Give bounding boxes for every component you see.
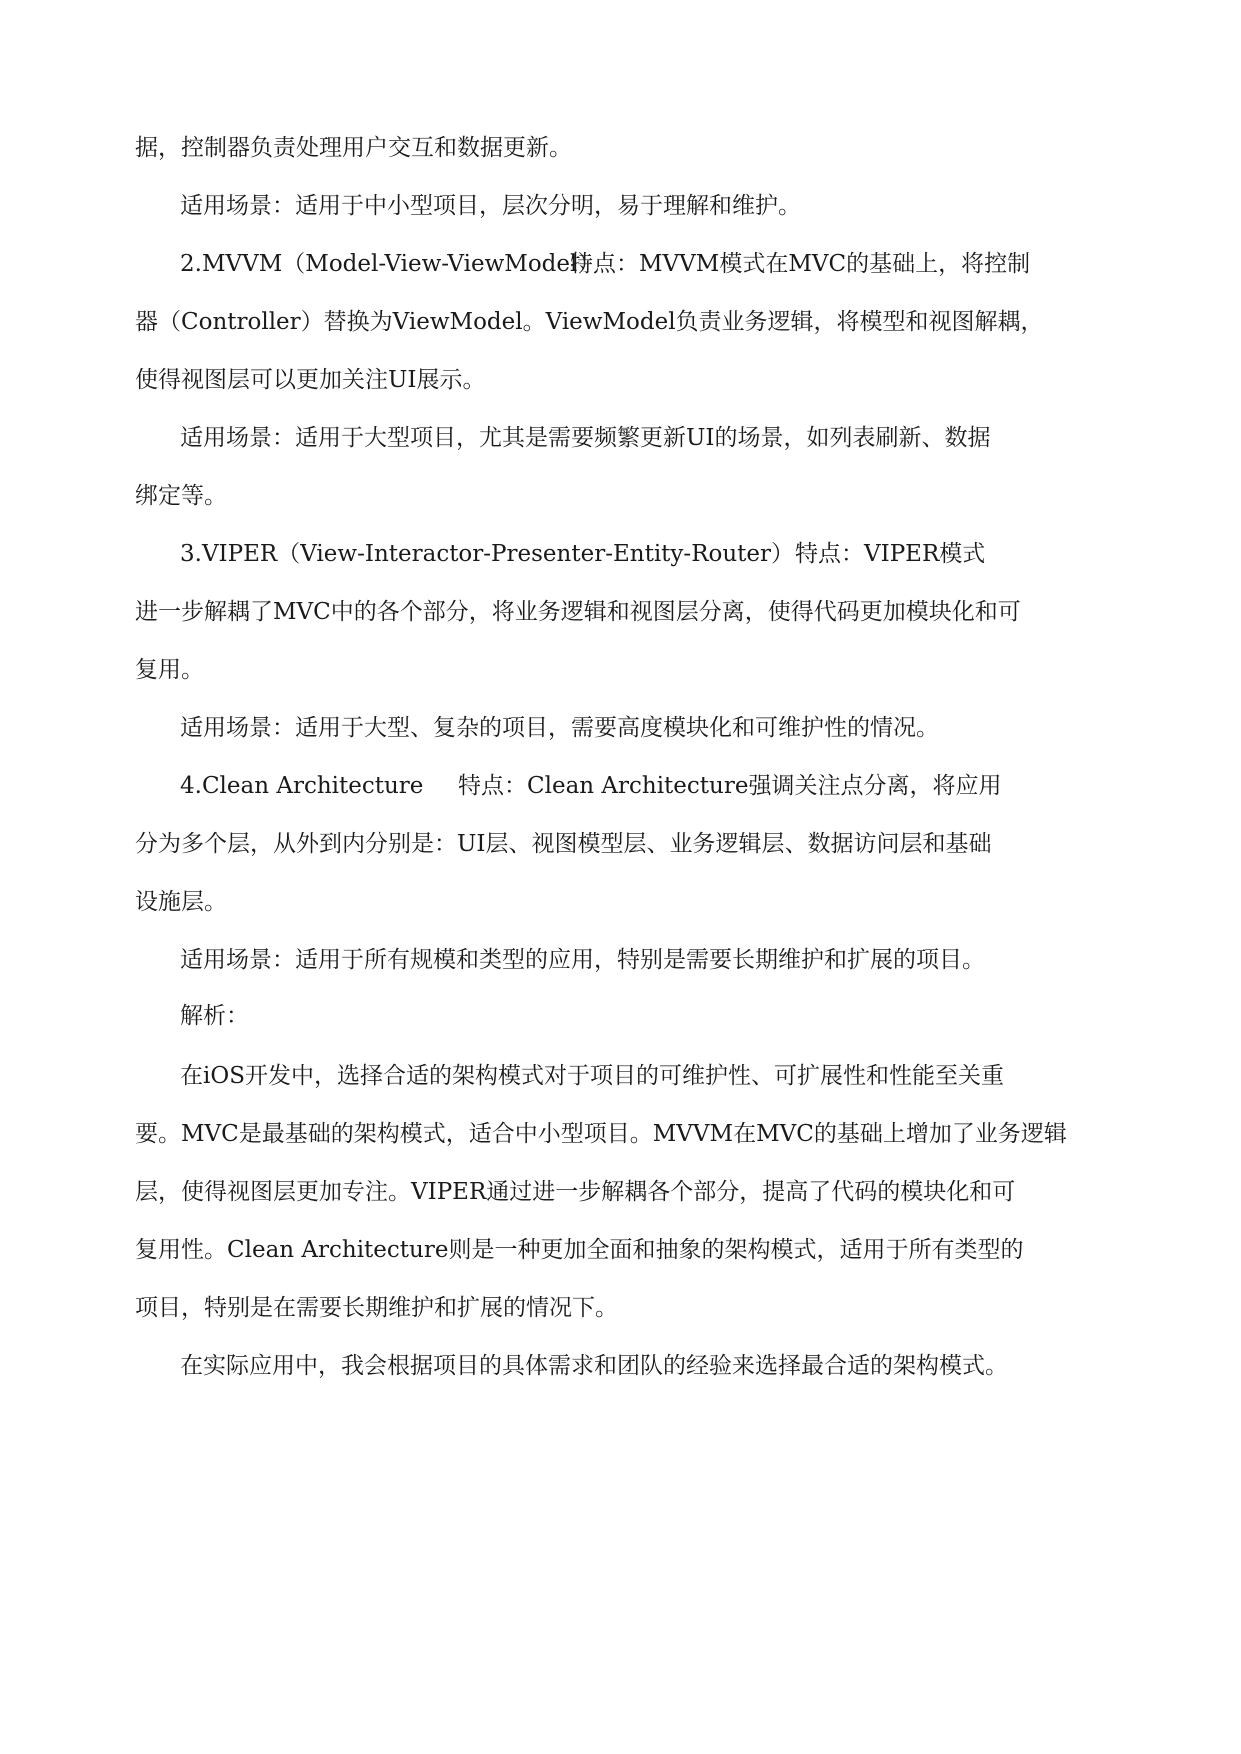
- text-run: 在实际应用中，我会根据项目的具体需求和团队的经验来选择最合适的架构模式。: [180, 1353, 1008, 1379]
- paragraph-line: [0, 1346, 1241, 1386]
- paragraph-line: [0, 186, 1241, 226]
- section-heading-line: [0, 244, 1241, 284]
- text-run: 特点：VIPER模式: [795, 541, 986, 567]
- analysis-heading-line: [0, 996, 1241, 1036]
- paragraph-line: [0, 708, 1241, 748]
- paragraph-line: [0, 128, 1241, 168]
- paragraph-line: [0, 418, 1241, 458]
- text-run: 要。MVC是最基础的架构模式，适合中小型项目。MVVM在MVC的基础上增加了业务逻辑: [135, 1121, 1067, 1147]
- paragraph-line: [0, 360, 1241, 400]
- text-run: 进一步解耦了MVC中的各个部分，将业务逻辑和视图层分离，使得代码更加模块化和可: [135, 599, 1021, 625]
- section-title-clean-architecture: 4.Clean Architecture: [180, 773, 424, 799]
- paragraph-line: [0, 1288, 1241, 1328]
- paragraph-line: [0, 592, 1241, 632]
- paragraph-line: [0, 1114, 1241, 1154]
- section-heading-line: [0, 766, 1241, 806]
- text-run: 适用场景：适用于大型项目，尤其是需要频繁更新UI的场景，如列表刷新、数据: [180, 425, 991, 451]
- paragraph-line: [0, 1056, 1241, 1096]
- paragraph-line: [0, 1172, 1241, 1212]
- paragraph-line: [0, 650, 1241, 690]
- section-title-viper: 3.VIPER（View-Interactor-Presenter-Entity-Router）: [180, 541, 795, 567]
- paragraph-line: [0, 940, 1241, 980]
- text-run: 项目，特别是在需要长期维护和扩展的情况下。: [135, 1295, 618, 1321]
- analysis-heading: 解析：: [180, 1003, 249, 1029]
- text-run: 使得视图层可以更加关注UI展示。: [135, 367, 486, 393]
- text-run: 适用场景：适用于中小型项目，层次分明，易于理解和维护。: [180, 193, 801, 219]
- paragraph-line: [0, 476, 1241, 516]
- text-run: 设施层。: [135, 889, 227, 915]
- text-run: 器（Controller）替换为ViewModel。ViewModel负责业务逻辑，将模型和视图解耦，: [135, 309, 1044, 335]
- paragraph-line: [0, 1230, 1241, 1270]
- text-run: 绑定等。: [135, 483, 227, 509]
- text-run: 在iOS开发中，选择合适的架构模式对于项目的可维护性、可扩展性和性能至关重: [180, 1063, 1004, 1089]
- text-run: 适用场景：适用于大型、复杂的项目，需要高度模块化和可维护性的情况。: [180, 715, 939, 741]
- text-run: 层，使得视图层更加专注。VIPER通过进一步解耦各个部分，提高了代码的模块化和可: [135, 1179, 1016, 1205]
- text-run: 据，控制器负责处理用户交互和数据更新。: [135, 135, 572, 161]
- text-run: 适用场景：适用于所有规模和类型的应用，特别是需要长期维护和扩展的项目。: [180, 947, 985, 973]
- text-run: 特点：Clean Architecture强调关注点分离，将应用: [458, 773, 1002, 799]
- text-run: 特点：MVVM模式在MVC的基础上，将控制: [570, 251, 1031, 277]
- text-run: 分为多个层，从外到内分别是：UI层、视图模型层、业务逻辑层、数据访问层和基础: [135, 831, 992, 857]
- section-heading-line: [0, 534, 1241, 574]
- text-run: 复用性。Clean Architecture则是一种更加全面和抽象的架构模式，适用于所有类型的: [135, 1237, 1024, 1263]
- paragraph-line: [0, 302, 1241, 342]
- text-run: 复用。: [135, 657, 204, 683]
- paragraph-line: [0, 824, 1241, 864]
- paragraph-line: [0, 882, 1241, 922]
- section-title-mvvm: 2.MVVM（Model-View-ViewModel）: [180, 251, 601, 277]
